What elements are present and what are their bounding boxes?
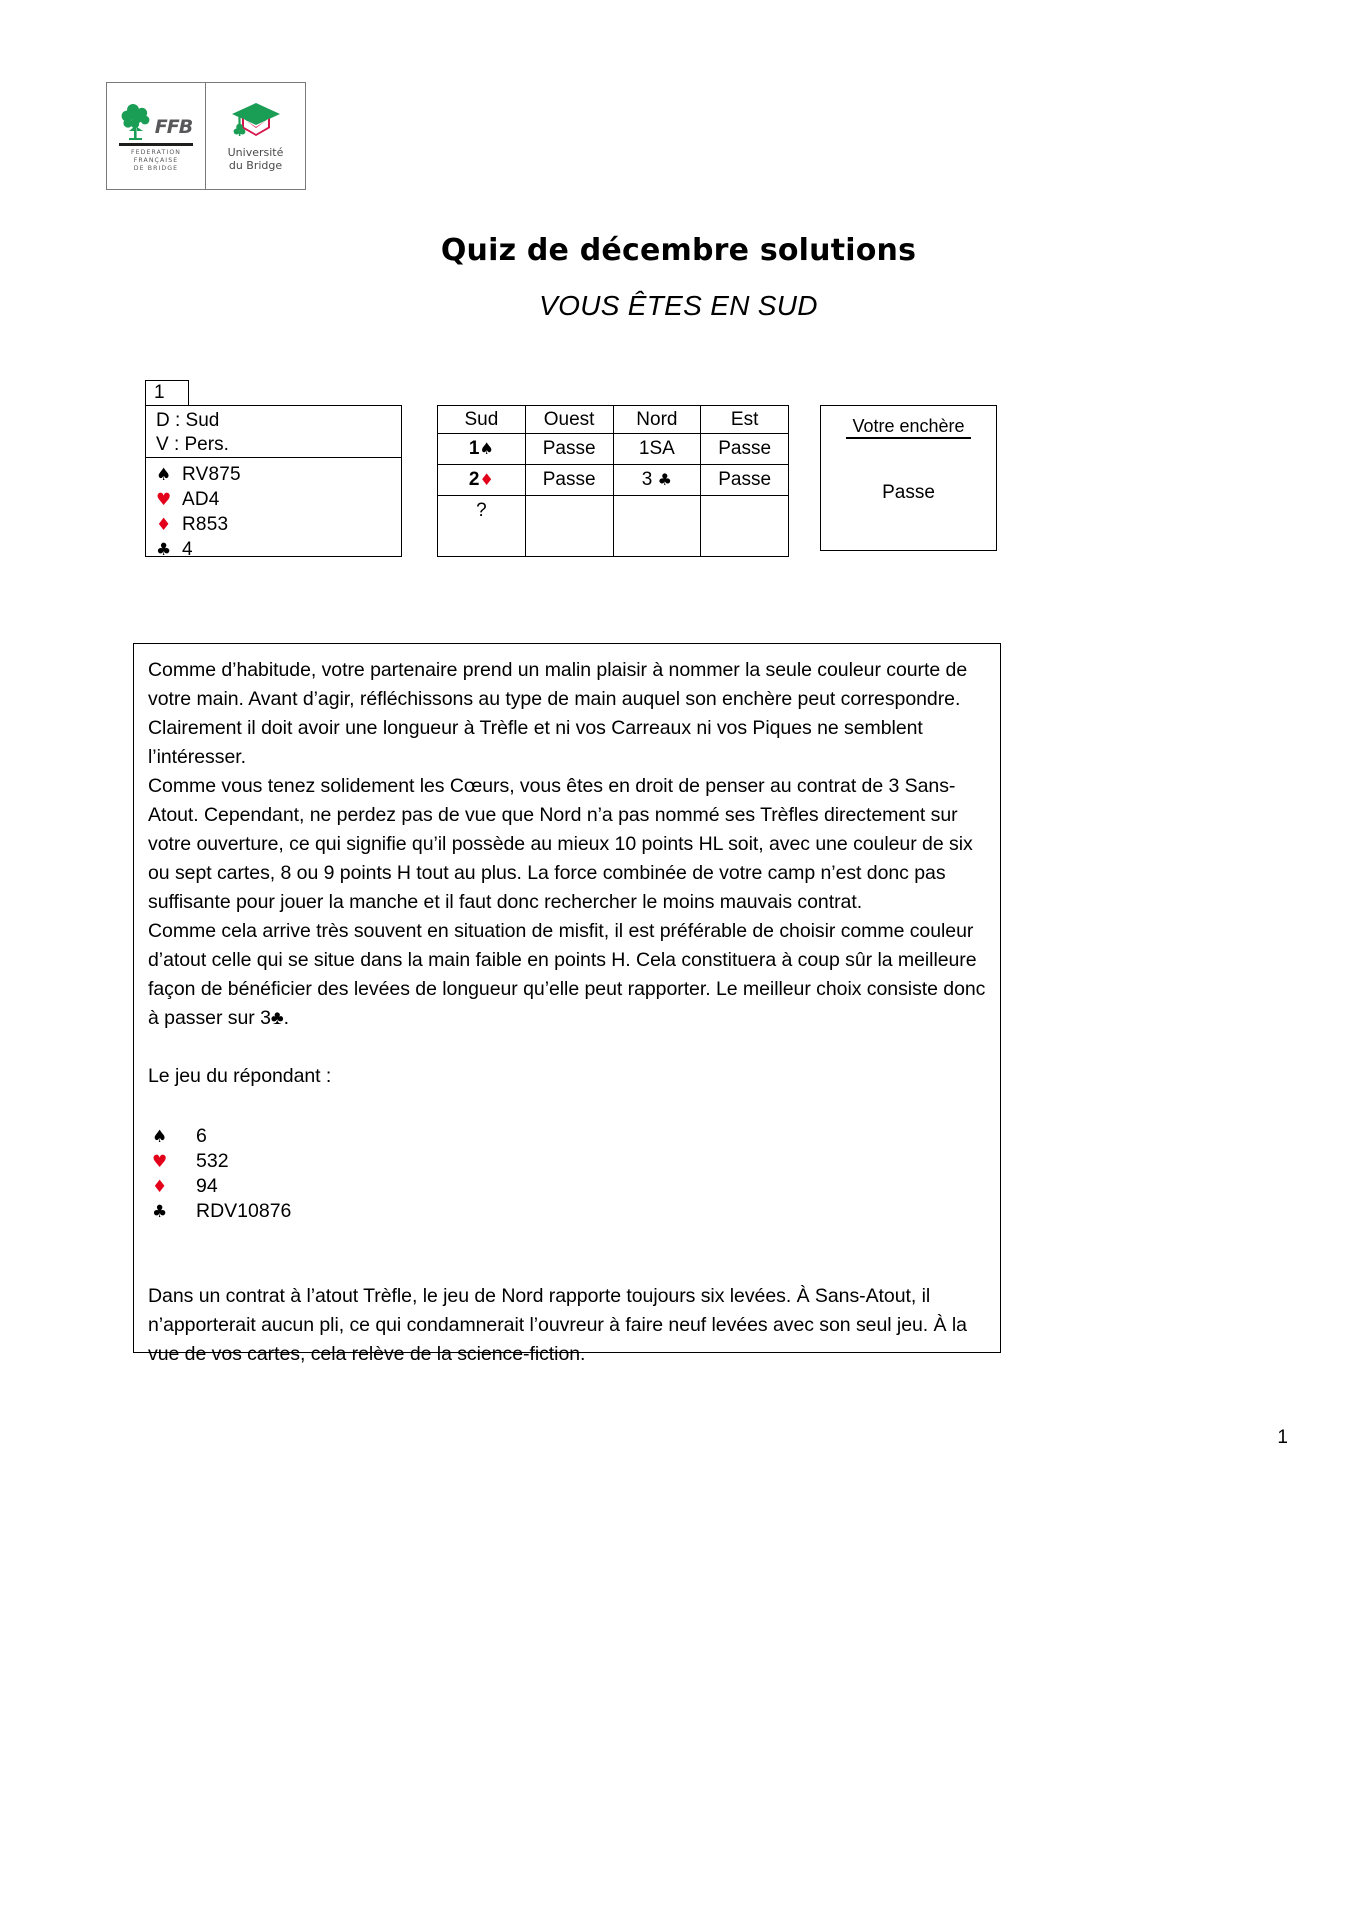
- dealer-line: D : Sud: [156, 410, 220, 431]
- your-bid-value: Passe: [882, 482, 935, 503]
- bid-cell-sud-1: [438, 434, 526, 465]
- hand-row-diamonds: [156, 512, 401, 537]
- heart-icon: ♥: [156, 490, 172, 510]
- bid-cell-sud-2: [438, 465, 526, 496]
- explanation-box: [133, 643, 1001, 1365]
- club-icon: ♣: [657, 470, 672, 490]
- hand-cards-diamonds: R853: [182, 514, 229, 535]
- bid-cell-filler-nord: [613, 526, 701, 556]
- bidding-row: [438, 496, 789, 526]
- responder-row-clubs: [152, 1199, 986, 1224]
- deal-hand: [146, 458, 401, 562]
- ffb-acronym: FFB: [154, 116, 193, 138]
- responder-cards-spades: 6: [196, 1125, 207, 1147]
- vulnerability-line: V : Pers.: [156, 434, 229, 455]
- hand-cards-clubs: 4: [182, 539, 193, 560]
- ffb-university-logo: [106, 82, 306, 190]
- responder-hand-label: Le jeu du répondant :: [148, 1065, 332, 1087]
- ffb-mark: [109, 99, 203, 141]
- diamond-icon: ♦: [152, 1177, 168, 1197]
- closing-paragraph: Dans un contrat à l’atout Trèfle, le jeu de Nord rapporte toujours six levées. À Sans-Atout, il n’apporterait aucun pli, ce qui condamnerait l’ouvreur à faire neuf levées avec son seul jeu. À la vue de vos cartes, cela relève de la science-fiction.: [148, 1285, 967, 1365]
- bidding-table: [437, 405, 789, 557]
- responder-cards-hearts: 532: [196, 1150, 229, 1172]
- heart-icon: ♥: [152, 1152, 168, 1172]
- graduation-cap-icon: [230, 101, 282, 141]
- bid-cell-ouest-2: Passe: [525, 465, 613, 496]
- bid-cell-filler-sud: [438, 526, 526, 556]
- hand-row-clubs: [156, 537, 401, 562]
- bid-cell-ouest-1: Passe: [525, 434, 613, 465]
- responder-row-spades: [152, 1124, 986, 1149]
- your-bid-box: [820, 405, 997, 551]
- your-bid-label: Votre enchère: [846, 410, 970, 439]
- bid-cell-nord-3: [613, 496, 701, 526]
- closing-spacer-1: [148, 1224, 986, 1253]
- explanation-paragraph-1: Comme d’habitude, votre partenaire prend un malin plaisir à nommer la seule couleur courte de votre main. Avant d’agir, réfléchissons au type de main auquel son enchère peut correspondre.: [148, 659, 968, 710]
- responder-hand: [148, 1124, 986, 1224]
- responder-cards-diamonds: 94: [196, 1175, 218, 1197]
- ffb-divider-rule: [119, 143, 193, 146]
- paragraph-spacer: [148, 1033, 986, 1062]
- hand-row-hearts: [156, 487, 401, 512]
- deal-meta: [146, 406, 401, 458]
- ffb-subtitle-line-2: FRANÇAISE: [133, 157, 179, 164]
- bid-cell-nord-1: 1SA: [613, 434, 701, 465]
- responder-row-diamonds: [152, 1174, 986, 1199]
- bid-level: 2: [468, 469, 480, 491]
- responder-cards-clubs: RDV10876: [196, 1200, 292, 1222]
- ffb-logo-cell: [107, 83, 206, 189]
- bidding-header-row: [438, 406, 789, 434]
- diamond-icon: ♦: [156, 515, 172, 535]
- responder-row-hearts: [152, 1149, 986, 1174]
- deal-box: [145, 405, 402, 560]
- spade-icon: ♠: [156, 465, 172, 485]
- explanation-paragraph-3: Comme vous tenez solidement les Cœurs, vous êtes en droit de penser au contrat de 3 Sans-Atout. Cependant, ne perdez pas de vue que Nord n’a pas nommé ses Trèfles directement sur votre ouverture, ce qui signifie qu’il possède au mieux 10 points HL soit, avec une couleur de six ou sept cartes, 8 ou 9 points H tout au plus. La force combinée de votre camp n’est donc pas suffisante pour jouer la manche et il faut donc rechercher le moins mauvais contrat.: [148, 775, 973, 913]
- university-label-line-2: du Bridge: [228, 158, 283, 172]
- diamond-icon: ♦: [479, 470, 494, 490]
- spade-icon: ♠: [152, 1127, 168, 1147]
- responder-spacer: [148, 1091, 986, 1120]
- ffb-subtitle-line-3: DE BRIDGE: [133, 165, 179, 172]
- spade-icon: ♠: [479, 439, 494, 459]
- bid-level: 1: [468, 438, 480, 460]
- university-logo-cell: [206, 83, 305, 189]
- bid-cell-filler-est: [701, 526, 789, 556]
- bid-cell-nord-2: [613, 465, 701, 496]
- bidding-row-filler: [438, 526, 789, 556]
- explanation-paragraph-4: Comme cela arrive très souvent en situation de misfit, il est préférable de choisir comme couleur d’atout celle qui se situe dans la main faible en points H. Cela constituera à coup sûr la meilleure façon de bénéficier des levées de longueur qu’elle peut rapporter. Le meilleur choix consiste donc à passer sur 3♣.: [148, 920, 986, 1029]
- page-subtitle: VOUS ÊTES EN SUD: [539, 290, 818, 321]
- bid-cell-est-2: Passe: [701, 465, 789, 496]
- club-icon: ♣: [156, 540, 172, 560]
- bid-cell-sud-3: ?: [438, 496, 526, 526]
- hand-cards-spades: RV875: [182, 464, 241, 485]
- club-icon: ♣: [152, 1202, 168, 1222]
- bidding-header-est: Est: [701, 406, 789, 434]
- hand-row-spades: [156, 462, 401, 487]
- bidding-header-ouest: Ouest: [525, 406, 613, 434]
- bid-cell-ouest-3: [525, 496, 613, 526]
- ffb-subtitle-line-1: FEDERATION: [130, 149, 182, 156]
- bid-cell-filler-ouest: [525, 526, 613, 556]
- page-number: 1: [1277, 1427, 1288, 1448]
- tree-icon: [120, 103, 154, 141]
- university-label-line-1: Université: [227, 145, 284, 159]
- explanation-paragraph-2: Clairement il doit avoir une longueur à Trèfle et ni vos Carreaux ni vos Piques ne semblent l’intéresser.: [148, 717, 923, 768]
- bidding-header-nord: Nord: [613, 406, 701, 434]
- bid-cell-est-3: [701, 496, 789, 526]
- bidding-row: [438, 465, 789, 496]
- bidding-row: [438, 434, 789, 465]
- bidding-header-sud: Sud: [438, 406, 526, 434]
- hand-cards-hearts: AD4: [182, 489, 220, 510]
- deal-number-tab: 1: [145, 380, 189, 406]
- page-title: Quiz de décembre solutions: [440, 233, 917, 268]
- closing-spacer-2: [148, 1253, 986, 1282]
- bid-cell-est-1: Passe: [701, 434, 789, 465]
- bid-level: 3: [641, 469, 653, 491]
